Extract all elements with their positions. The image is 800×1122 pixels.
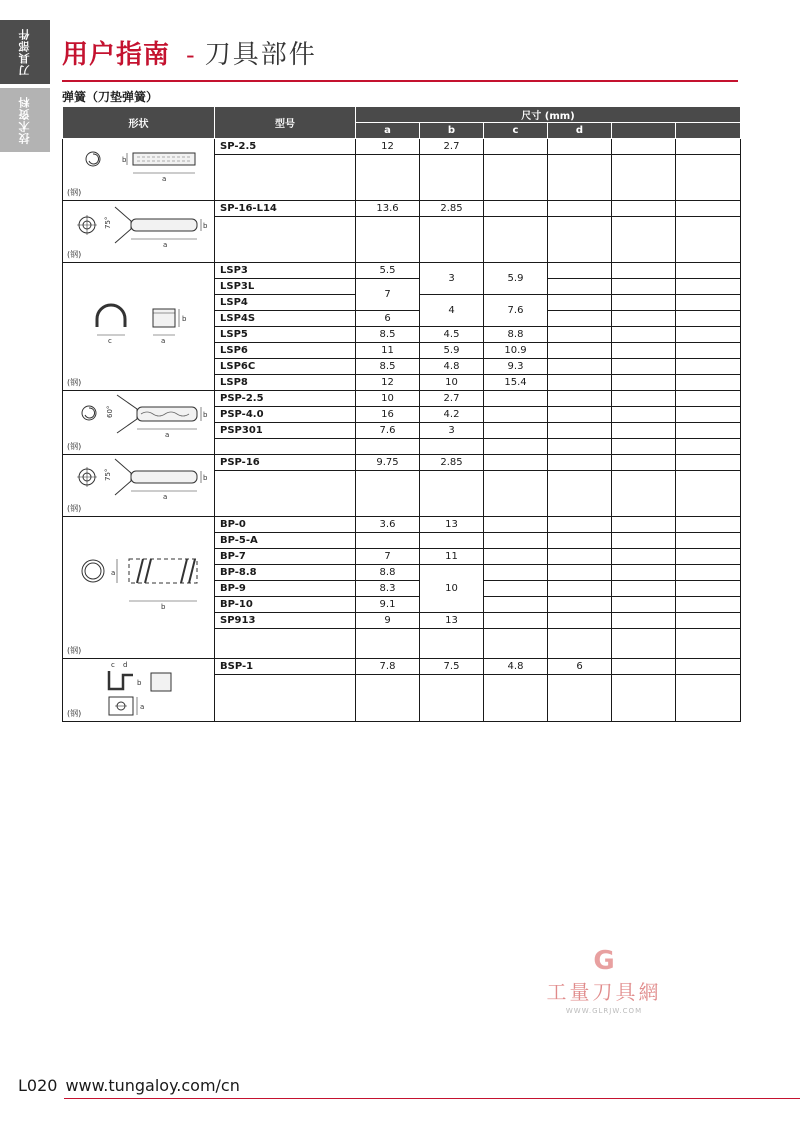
side-tab-technical-data[interactable]: [0, 88, 50, 152]
model-cell: BP-7: [215, 549, 356, 565]
dim-a-cell: 8.3: [356, 581, 420, 597]
section-title: 弹簧（刀垫弹簧）: [62, 90, 159, 104]
dim-a-cell: 7: [356, 279, 420, 311]
dim-a-cell: 8.5: [356, 359, 420, 375]
side-tab-tool-parts[interactable]: [0, 20, 50, 84]
dim-a-cell: 16: [356, 407, 420, 423]
dim-a-cell: 11: [356, 343, 420, 359]
dim-b-cell: 2.7: [420, 391, 484, 407]
dim-a-cell: 10: [356, 391, 420, 407]
dim-b-cell: 10: [420, 375, 484, 391]
model-cell: BP-8.8: [215, 565, 356, 581]
dim-c-cell: 9.3: [484, 359, 548, 375]
page-number: L020: [18, 1076, 58, 1095]
material-label: (钢): [67, 188, 82, 197]
dim-b-cell: 5.9: [420, 343, 484, 359]
dim-label-a: a: [111, 569, 116, 577]
model-cell: LSP3L: [215, 279, 356, 295]
dim-label-a: a: [140, 703, 145, 711]
dim-a-cell: 7.8: [356, 659, 420, 675]
dim-label-c: c: [111, 661, 115, 669]
dim-b-cell: 13: [420, 517, 484, 533]
material-label: (钢): [67, 250, 82, 259]
material-label: (钢): [67, 709, 82, 718]
page-footer: [18, 1076, 240, 1095]
dim-label-c: c: [108, 337, 112, 345]
dim-b-cell: 2.7: [420, 139, 484, 155]
countersunk-spring-pin-75-drawing: [67, 201, 217, 261]
dim-a-cell: 7: [356, 549, 420, 565]
dim-label-b: b: [122, 156, 127, 164]
table-row: [63, 263, 741, 279]
dim-label-d: d: [123, 661, 128, 669]
shape-cell-countersunk-pin-75: [63, 201, 215, 263]
watermark-logo: G: [593, 946, 615, 976]
page-title: 用户指南: [62, 40, 171, 70]
dim-b-cell: 4: [420, 295, 484, 327]
col-header-a: a: [356, 123, 420, 139]
footer-rule: [64, 1098, 800, 1099]
dim-b-cell: 7.5: [420, 659, 484, 675]
model-cell: SP913: [215, 613, 356, 629]
coil-spring-drawing: [67, 517, 217, 647]
shape-cell-coil-spring: [63, 517, 215, 659]
shape-cell-countersunk-pin-60: [63, 391, 215, 455]
dim-label-b: b: [137, 679, 142, 687]
dim-a-cell: 13.6: [356, 201, 420, 217]
dim-c-cell: 10.9: [484, 343, 548, 359]
header-rule: [62, 80, 738, 82]
col-header-blank: [676, 123, 741, 139]
dim-a-cell: 8.5: [356, 327, 420, 343]
table-row: [63, 201, 741, 217]
shape-cell-countersunk-pin-75: [63, 455, 215, 517]
u-shaped-spring-drawing: [67, 263, 217, 373]
dim-label-a: a: [165, 431, 170, 439]
shape-cell-straight-pin: [63, 139, 215, 201]
dim-b-cell: 3: [420, 263, 484, 295]
table-row: [63, 659, 741, 675]
material-label: (钢): [67, 442, 82, 451]
model-cell: BP-0: [215, 517, 356, 533]
dim-c-cell: 8.8: [484, 327, 548, 343]
countersunk-spring-pin-75-drawing: [67, 455, 217, 513]
dim-b-cell: 2.85: [420, 455, 484, 471]
dim-d-cell: 6: [548, 659, 612, 675]
model-cell: LSP4: [215, 295, 356, 311]
model-cell: SP-16-L14: [215, 201, 356, 217]
dim-a-cell: 9.75: [356, 455, 420, 471]
dim-a-cell: 9: [356, 613, 420, 629]
model-cell: LSP4S: [215, 311, 356, 327]
dim-a-cell: 3.6: [356, 517, 420, 533]
dim-b-cell: 2.85: [420, 201, 484, 217]
material-label: (钢): [67, 504, 82, 513]
col-header-d: d: [548, 123, 612, 139]
dim-label-b: b: [203, 411, 208, 419]
dim-label-a: a: [161, 337, 166, 345]
page-subtitle: 刀具部件: [204, 40, 317, 70]
dim-label-b: b: [161, 603, 166, 611]
side-tab-label: 刀具部件: [18, 28, 31, 76]
shape-cell-clip-spring: [63, 659, 215, 722]
col-header-c: c: [484, 123, 548, 139]
dim-label-a: a: [163, 241, 168, 249]
dim-b-cell: 4.8: [420, 359, 484, 375]
table-row: [63, 139, 741, 155]
dim-c-cell: 15.4: [484, 375, 548, 391]
model-cell: PSP301: [215, 423, 356, 439]
footer-url-link[interactable]: www.tungaloy.com/cn: [65, 1076, 240, 1095]
straight-spring-pin-drawing: [67, 139, 217, 195]
model-cell: PSP-16: [215, 455, 356, 471]
model-cell: PSP-4.0: [215, 407, 356, 423]
model-cell: BSP-1: [215, 659, 356, 675]
page-header: [62, 34, 317, 71]
angle-label: 75°: [104, 216, 112, 229]
countersunk-spring-pin-60-drawing: [67, 391, 217, 449]
title-separator: -: [186, 41, 195, 69]
angle-label: 75°: [104, 468, 112, 481]
angle-label: 60°: [106, 405, 114, 418]
col-header-model: 型号: [215, 107, 356, 139]
watermark: [534, 946, 674, 1015]
dim-a-cell: 9.1: [356, 597, 420, 613]
col-header-shape: 形状: [63, 107, 215, 139]
table-row: [63, 391, 741, 407]
dim-label-a: a: [162, 175, 167, 183]
dim-a-cell: 6: [356, 311, 420, 327]
material-label: (钢): [67, 378, 82, 387]
model-cell: LSP8: [215, 375, 356, 391]
dim-label-a: a: [163, 493, 168, 501]
col-header-b: b: [420, 123, 484, 139]
dim-c-cell: 7.6: [484, 295, 548, 327]
dim-a-cell: 7.6: [356, 423, 420, 439]
watermark-url: WWW.GLRJW.COM: [565, 1007, 643, 1015]
material-label: (钢): [67, 646, 82, 655]
side-tab-label: 技术资料: [18, 96, 31, 144]
col-header-blank: [612, 123, 676, 139]
dim-label-b: b: [203, 474, 208, 482]
dim-b-cell: 13: [420, 613, 484, 629]
model-cell: BP-10: [215, 597, 356, 613]
table-row: [63, 517, 741, 533]
dim-b-cell: 10: [420, 565, 484, 613]
table-row: [63, 455, 741, 471]
dim-c-cell: 5.9: [484, 263, 548, 295]
shape-cell-u-spring: [63, 263, 215, 391]
dim-b-cell: 11: [420, 549, 484, 565]
dim-a-cell: 5.5: [356, 263, 420, 279]
dim-a-cell: 8.8: [356, 565, 420, 581]
model-cell: PSP-2.5: [215, 391, 356, 407]
model-cell: LSP3: [215, 263, 356, 279]
col-header-dimensions: 尺寸 (mm): [356, 107, 741, 123]
model-cell: SP-2.5: [215, 139, 356, 155]
model-cell: BP-9: [215, 581, 356, 597]
dim-a-cell: 12: [356, 375, 420, 391]
clip-spring-drawing: [67, 659, 217, 721]
model-cell: LSP6C: [215, 359, 356, 375]
dim-b-cell: 3: [420, 423, 484, 439]
dim-c-cell: 4.8: [484, 659, 548, 675]
model-cell: LSP6: [215, 343, 356, 359]
dim-label-b: b: [203, 222, 208, 230]
model-cell: BP-5-A: [215, 533, 356, 549]
spring-spec-table: [62, 106, 741, 722]
model-cell: LSP5: [215, 327, 356, 343]
dim-b-cell: 4.2: [420, 407, 484, 423]
dim-label-b: b: [182, 315, 187, 323]
watermark-text: 工量刀具網: [546, 980, 662, 1004]
dim-a-cell: 12: [356, 139, 420, 155]
dim-b-cell: 4.5: [420, 327, 484, 343]
